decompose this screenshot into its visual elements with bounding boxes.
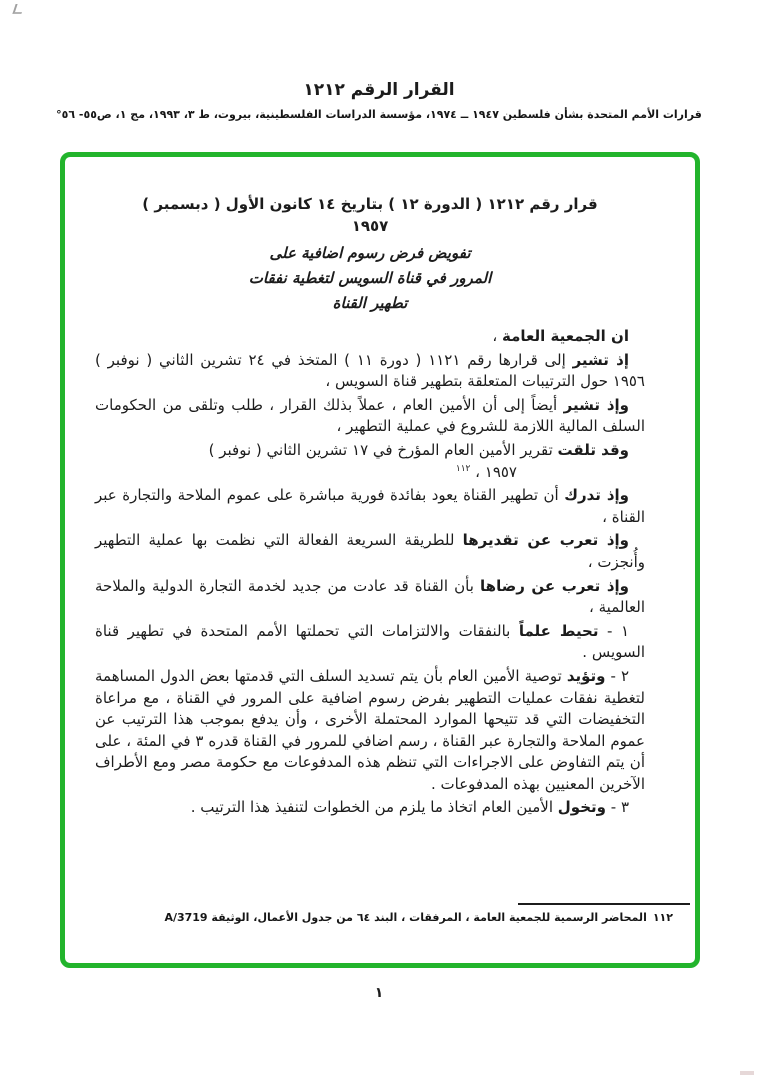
footnote-text: المحاضر الرسمية للجمعية العامة ، المرفقات ، البند ٦٤ من جدول الأعمال، الوثيقة A/3719	[164, 911, 647, 924]
paragraph-lead: وإذ تدرك	[564, 486, 629, 505]
page-number: ١	[374, 985, 384, 1001]
document-body	[95, 326, 645, 819]
document-paragraph: ان الجمعية العامة ،	[492, 327, 629, 345]
document-paragraph: وإذ تعرب عن تقديرها للطريقة السريعة الفعالة التي نظمت بها عملية التطهير وأُنجزت ،	[95, 531, 645, 571]
paragraph-lead: وإذ تشير	[563, 395, 629, 414]
paragraph-lead: إذ تشير	[572, 350, 629, 369]
source-citation: قرارات الأمم المتحدة بشأن فلسطين ١٩٤٧ ــ ١٩٧٤، مؤسسة الدراسات الفلسطينية، بيروت، ط ٣، ١٩٩٣، مج ١، ص٥٥- ٥٦°	[56, 108, 702, 121]
paragraph-lead: تحيط علماً	[518, 621, 599, 640]
paragraph-number: ٢ -	[605, 666, 629, 685]
document-paragraph: إذ تشير إلى قرارها رقم ١١٢١ ( دورة ١١ ) المتخذ في ٢٤ تشرين الثاني ( نوفبر ) ١٩٥٦ حول الترتيبات المتعلقة بتطهير قناة السويس ،	[95, 350, 645, 391]
paragraph-wrapped-line: ١٩٥٧ ، $^{١١٢}$	[455, 462, 517, 481]
document-paragraph: وإذ تعرب عن رضاها بأن القناة قد عادت من جديد لخدمة التجارة الدولية والملاحة العالمية ،	[95, 576, 645, 617]
paragraph-lead: وتؤيد	[566, 666, 606, 685]
highlight-box	[60, 152, 700, 968]
paragraph-lead: وإذ تعرب عن رضاها	[480, 576, 629, 595]
subtitle-line: المرور في قناة السويس لتغطية نفقات	[248, 269, 492, 287]
document-paragraph: ٢ - وتؤيد توصية الأمين العام بأن يتم تسديد السلف التي قدمتها بعض الدول المساهمة لتغطية نفقات عمليات التطهير بفرض رسوم اضافية على المرور في القناة ، مع مراعاة التخفيضات التي قد تتيحها الموارد المحتملة الأخرى ، وأن يدفع بموجب هذا الترتيب عن عموم الملاحة والتجارة عبر القناة ، رسم اضافي للمرور في القناة قدره ٣ في المئة ، على أن يتم التفاوض على الاجراءات التي تنظم هذه المدفوعات مع حكومة مصر ومع الأطراف الآخرين المعنيين بهذه المدفوعات .	[95, 666, 646, 793]
resolution-heading-line2: ١٩٥٧	[351, 217, 389, 235]
document-paragraph: وإذ تدرك أن تطهير القناة يعود بفائدة فورية مباشرة على عموم الملاحة والتجارة عبر القناة ،	[95, 486, 645, 526]
document-paragraph: ٣ - وتخول الأمين العام اتخاذ ما يلزم من الخطوات لتنفيذ هذا الترتيب .	[190, 798, 629, 817]
document-paragraph: ١ - تحيط علماً بالنفقات والالتزامات التي تحملتها الأمم المتحدة في تطهير قناة السويس .	[95, 621, 645, 662]
footnote-reference: ١١٢	[455, 463, 471, 474]
paragraph-number: ٣ -	[605, 798, 629, 817]
scan-artifact-mark-bottom-right	[740, 1071, 754, 1075]
footnote	[164, 911, 673, 924]
page-title: القرار الرقم ١٢١٢	[303, 80, 455, 100]
resolution-heading-line1: قرار رقم ١٢١٢ ( الدورة ١٢ ) بتاريخ ١٤ كانون الأول ( دبسمبر )	[142, 195, 598, 213]
paragraph-lead: وقد تلقت	[557, 440, 629, 459]
paragraph-number: ١ -	[598, 621, 630, 640]
document-paragraph: وقد تلقت تقرير الأمين العام المؤرخ في ١٧ تشرين الثاني ( نوفبر ) ١٩٥٧ ، $^{١١٢}$	[95, 440, 645, 483]
paragraph-lead: وإذ تعرب عن تقديرها	[462, 531, 629, 550]
resolution-heading	[95, 193, 645, 237]
paragraph-lead: وتخول	[557, 798, 606, 817]
resolution-subtitle	[95, 241, 645, 316]
paragraph-lead: ان الجمعية العامة	[502, 327, 629, 345]
scan-artifact-mark-top-left	[12, 4, 24, 14]
subtitle-line: تفويض فرض رسوم اضافية على	[269, 244, 471, 262]
subtitle-line: تطهير القناة	[332, 294, 408, 312]
document-paragraph: وإذ تشير أيضاً إلى أن الأمين العام ، عملاً بذلك القرار ، طلب وتلقى من الحكومات السلف المالية اللازمة للشروع في عملية التطهير ،	[95, 395, 645, 436]
footnote-marker: ١١٢	[652, 911, 673, 924]
footnote-separator	[518, 903, 690, 905]
